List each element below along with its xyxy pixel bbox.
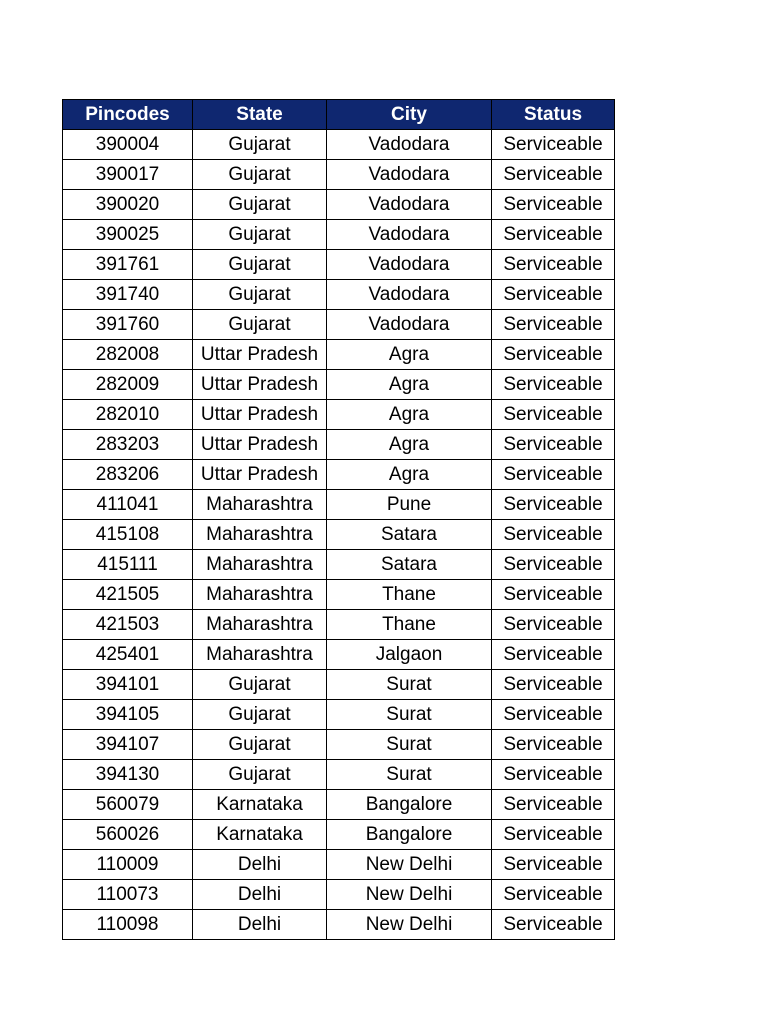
cell-status: Serviceable [492, 490, 615, 520]
cell-status: Serviceable [492, 880, 615, 910]
cell-pincode: 283203 [63, 430, 193, 460]
cell-pincode: 560026 [63, 820, 193, 850]
cell-city: Vadodara [327, 310, 492, 340]
table-row [63, 880, 615, 910]
cell-city: New Delhi [327, 910, 492, 940]
cell-status: Serviceable [492, 400, 615, 430]
table-row [63, 700, 615, 730]
cell-state: Gujarat [193, 280, 327, 310]
table-row [63, 760, 615, 790]
cell-city: Jalgaon [327, 640, 492, 670]
table-row [63, 190, 615, 220]
cell-pincode: 394130 [63, 760, 193, 790]
cell-pincode: 390017 [63, 160, 193, 190]
cell-status: Serviceable [492, 130, 615, 160]
cell-state: Delhi [193, 880, 327, 910]
cell-status: Serviceable [492, 370, 615, 400]
cell-city: Bangalore [327, 820, 492, 850]
cell-state: Uttar Pradesh [193, 370, 327, 400]
cell-state: Gujarat [193, 250, 327, 280]
cell-status: Serviceable [492, 820, 615, 850]
table-row [63, 910, 615, 940]
cell-city: Agra [327, 460, 492, 490]
cell-pincode: 282009 [63, 370, 193, 400]
cell-pincode: 411041 [63, 490, 193, 520]
cell-state: Maharashtra [193, 580, 327, 610]
cell-city: Surat [327, 670, 492, 700]
cell-status: Serviceable [492, 850, 615, 880]
cell-pincode: 391761 [63, 250, 193, 280]
cell-status: Serviceable [492, 460, 615, 490]
cell-city: Surat [327, 730, 492, 760]
cell-state: Maharashtra [193, 550, 327, 580]
cell-pincode: 421503 [63, 610, 193, 640]
header-pincodes: Pincodes [63, 100, 193, 130]
table-row [63, 790, 615, 820]
cell-pincode: 110098 [63, 910, 193, 940]
cell-state: Maharashtra [193, 610, 327, 640]
table-body [63, 130, 615, 940]
cell-city: Vadodara [327, 130, 492, 160]
cell-status: Serviceable [492, 520, 615, 550]
cell-state: Maharashtra [193, 520, 327, 550]
cell-pincode: 421505 [63, 580, 193, 610]
cell-pincode: 560079 [63, 790, 193, 820]
cell-city: Vadodara [327, 160, 492, 190]
table-row [63, 670, 615, 700]
cell-status: Serviceable [492, 640, 615, 670]
cell-pincode: 110009 [63, 850, 193, 880]
table-row [63, 610, 615, 640]
cell-city: Surat [327, 700, 492, 730]
cell-status: Serviceable [492, 160, 615, 190]
table-row [63, 640, 615, 670]
cell-city: Agra [327, 400, 492, 430]
cell-city: Bangalore [327, 790, 492, 820]
table-row [63, 460, 615, 490]
cell-pincode: 282010 [63, 400, 193, 430]
cell-state: Gujarat [193, 700, 327, 730]
cell-city: New Delhi [327, 850, 492, 880]
cell-state: Gujarat [193, 190, 327, 220]
table-row [63, 280, 615, 310]
cell-state: Maharashtra [193, 490, 327, 520]
header-row [63, 100, 615, 130]
cell-state: Uttar Pradesh [193, 460, 327, 490]
table-row [63, 340, 615, 370]
table-row [63, 730, 615, 760]
cell-pincode: 425401 [63, 640, 193, 670]
cell-status: Serviceable [492, 580, 615, 610]
cell-city: Vadodara [327, 190, 492, 220]
table-row [63, 430, 615, 460]
cell-pincode: 415111 [63, 550, 193, 580]
cell-pincode: 282008 [63, 340, 193, 370]
table-row [63, 400, 615, 430]
cell-pincode: 391760 [63, 310, 193, 340]
cell-city: New Delhi [327, 880, 492, 910]
table-row [63, 580, 615, 610]
cell-status: Serviceable [492, 700, 615, 730]
cell-pincode: 110073 [63, 880, 193, 910]
table-row [63, 220, 615, 250]
cell-status: Serviceable [492, 550, 615, 580]
cell-city: Vadodara [327, 250, 492, 280]
cell-city: Thane [327, 580, 492, 610]
cell-city: Agra [327, 430, 492, 460]
cell-state: Maharashtra [193, 640, 327, 670]
header-status: Status [492, 100, 615, 130]
table-row [63, 820, 615, 850]
cell-state: Delhi [193, 850, 327, 880]
cell-pincode: 390004 [63, 130, 193, 160]
cell-pincode: 391740 [63, 280, 193, 310]
cell-status: Serviceable [492, 760, 615, 790]
table-row [63, 370, 615, 400]
cell-city: Agra [327, 340, 492, 370]
table-row [63, 520, 615, 550]
header-state: State [193, 100, 327, 130]
header-city: City [327, 100, 492, 130]
cell-status: Serviceable [492, 430, 615, 460]
cell-status: Serviceable [492, 250, 615, 280]
cell-status: Serviceable [492, 340, 615, 370]
cell-state: Gujarat [193, 670, 327, 700]
cell-state: Gujarat [193, 310, 327, 340]
cell-pincode: 283206 [63, 460, 193, 490]
cell-status: Serviceable [492, 190, 615, 220]
table-row [63, 850, 615, 880]
cell-status: Serviceable [492, 790, 615, 820]
table-row [63, 250, 615, 280]
cell-state: Gujarat [193, 160, 327, 190]
table-row [63, 160, 615, 190]
cell-state: Uttar Pradesh [193, 340, 327, 370]
cell-city: Satara [327, 550, 492, 580]
cell-status: Serviceable [492, 910, 615, 940]
cell-state: Delhi [193, 910, 327, 940]
cell-state: Gujarat [193, 760, 327, 790]
cell-city: Thane [327, 610, 492, 640]
cell-city: Agra [327, 370, 492, 400]
cell-city: Vadodara [327, 280, 492, 310]
table-row [63, 310, 615, 340]
cell-status: Serviceable [492, 610, 615, 640]
table-header [63, 100, 615, 130]
table-row [63, 130, 615, 160]
table-row [63, 550, 615, 580]
cell-state: Gujarat [193, 730, 327, 760]
cell-state: Karnataka [193, 790, 327, 820]
cell-status: Serviceable [492, 310, 615, 340]
cell-city: Satara [327, 520, 492, 550]
cell-pincode: 415108 [63, 520, 193, 550]
cell-state: Gujarat [193, 130, 327, 160]
cell-status: Serviceable [492, 280, 615, 310]
cell-state: Uttar Pradesh [193, 430, 327, 460]
cell-pincode: 394105 [63, 700, 193, 730]
cell-state: Gujarat [193, 220, 327, 250]
cell-state: Karnataka [193, 820, 327, 850]
cell-status: Serviceable [492, 670, 615, 700]
cell-state: Uttar Pradesh [193, 400, 327, 430]
cell-pincode: 390025 [63, 220, 193, 250]
cell-pincode: 394107 [63, 730, 193, 760]
pincode-table [62, 99, 615, 940]
table-row [63, 490, 615, 520]
cell-pincode: 390020 [63, 190, 193, 220]
cell-status: Serviceable [492, 730, 615, 760]
cell-pincode: 394101 [63, 670, 193, 700]
cell-city: Pune [327, 490, 492, 520]
cell-status: Serviceable [492, 220, 615, 250]
cell-city: Vadodara [327, 220, 492, 250]
cell-city: Surat [327, 760, 492, 790]
